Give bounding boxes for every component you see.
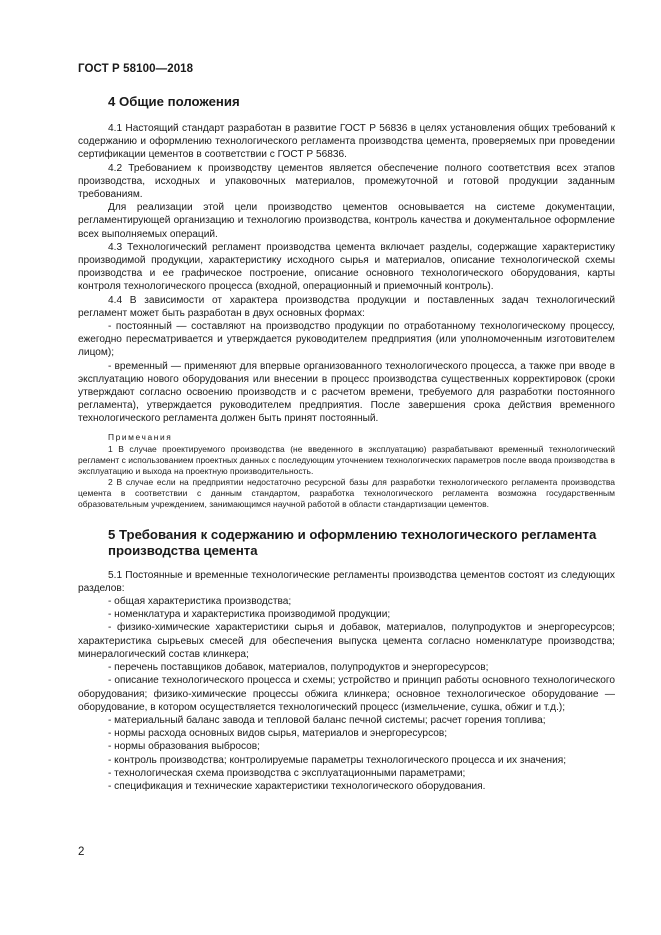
list-item: - общая характеристика производства; bbox=[108, 596, 292, 608]
list-item: - нормы образования выбросов; bbox=[108, 741, 260, 753]
list-item-temporary: - временный — применяют для впервые организованного технологического процесса, а также при вводе в эксплуатацию нового оборудования или внесении в процесс производства существенных корректировок (сроки утверждают согласно освоению производств и с расчетом времени, требуемого для разработки постоянного регламента), утверждается руководителем предприятия. После завершения срока действия временного технологического регламента должен быть принят постоянный. bbox=[78, 360, 615, 425]
note-1: 1 В случае проектируемого производства (не введенного в эксплуатацию) разрабатывают временный технологический регламент с использованием проектных данных с последующим уточнением технологических параметров после ввода производства в эксплуатацию и выхода на проектную производительность. bbox=[78, 443, 615, 476]
paragraph-5-1: 5.1 Постоянные и временные технологические регламенты производства цементов состоят из следующих разделов: bbox=[78, 569, 615, 594]
notes-title: Примечания bbox=[108, 431, 173, 442]
list-item: - номенклатура и характеристика производимой продукции; bbox=[108, 609, 391, 621]
section-5-title: 5 Требования к содержанию и оформлению технологического регламента производства цемента bbox=[108, 526, 597, 558]
paragraph-4-3: 4.3 Технологический регламент производства цемента включает разделы, содержащие характеристику производимой продукции, характеристику исходного сырья и материалов, описание технологической схемы производства и ее графическое построение, описание основного технологического оборудования, карты контроля технологического процесса (входной, операционный и приемочный контроль). bbox=[78, 241, 615, 293]
list-item-permanent: - постоянный — составляют на производство продукции по отработанному технологическому процессу, ежегодно пересматривается и утверждается руководителем предприятия (или уполномоченным изготовителем лицом); bbox=[78, 321, 615, 359]
section-4-title: 4 Общие положения bbox=[108, 94, 240, 109]
paragraph-4-2: 4.2 Требованием к производству цементов является обеспечение полного соответствия всех этапов производства, исходных и упаковочных материалов, промежуточной и готовой продукции заданным требованиям. bbox=[78, 162, 615, 201]
list-item: - спецификация и технические характеристики технологического оборудования. bbox=[108, 780, 486, 792]
paragraph-4-4: 4.4 В зависимости от характера производства продукции и поставленных задач технологический регламент может быть разработан в двух основных формах: bbox=[78, 294, 615, 319]
list-item: - нормы расхода основных видов сырья, материалов и энергоресурсов; bbox=[108, 728, 448, 740]
paragraph-4-2-cont: Для реализации этой цели производство цементов основывается на системе документации, регламентирующей организацию и технологию производства, контроль качества и документальное оформление всех выполняемых операций. bbox=[78, 202, 615, 240]
list-item: - физико-химические характеристики сырья и добавок, материалов, полупродуктов и энергоресурсов; характеристика сырьевых смесей для обеспечения выпуска цемента согласно номенклатуре производства; минералогический состав клинкера; bbox=[78, 622, 615, 660]
page-number: 2 bbox=[78, 846, 85, 858]
document-code-header: ГОСТ Р 58100—2018 bbox=[78, 63, 194, 75]
list-item: - контроль производства; контролируемые параметры технологического процесса и их значения; bbox=[108, 754, 567, 766]
list-item: - материальный баланс завода и тепловой баланс печной системы; расчет горения топлива; bbox=[108, 714, 546, 726]
list-item: - технологическая схема производства с эксплуатационными параметрами; bbox=[108, 767, 466, 779]
page-content bbox=[78, 94, 615, 793]
note-2: 2 В случае если на предприятии недостаточно ресурсной базы для разработки технологического регламента производства цемента в соответствии с данным стандартом, разработка технологического регламента возможна государственным образовательным учреждением, занимающимся научной работой в области стандартизации цементов. bbox=[78, 476, 615, 509]
list-item: - описание технологического процесса и схемы; устройство и принцип работы основного технологического оборудования; физико-химические процессы обжига клинкера; основное технологическое оборудование — оборудование, в котором осуществляется технологический процесс (измельчение, сушка, обжиг и т.д.); bbox=[78, 675, 615, 713]
paragraph-4-1: 4.1 Настоящий стандарт разработан в развитие ГОСТ Р 56836 в целях установления общих требований к содержанию и оформлению технологического регламента производства цемента, проверяемых при проведении сертификации цементов в соответствии с ГОСТ Р 56836. bbox=[78, 123, 615, 161]
list-item: - перечень поставщиков добавок, материалов, полупродуктов и энергоресурсов; bbox=[108, 662, 489, 674]
